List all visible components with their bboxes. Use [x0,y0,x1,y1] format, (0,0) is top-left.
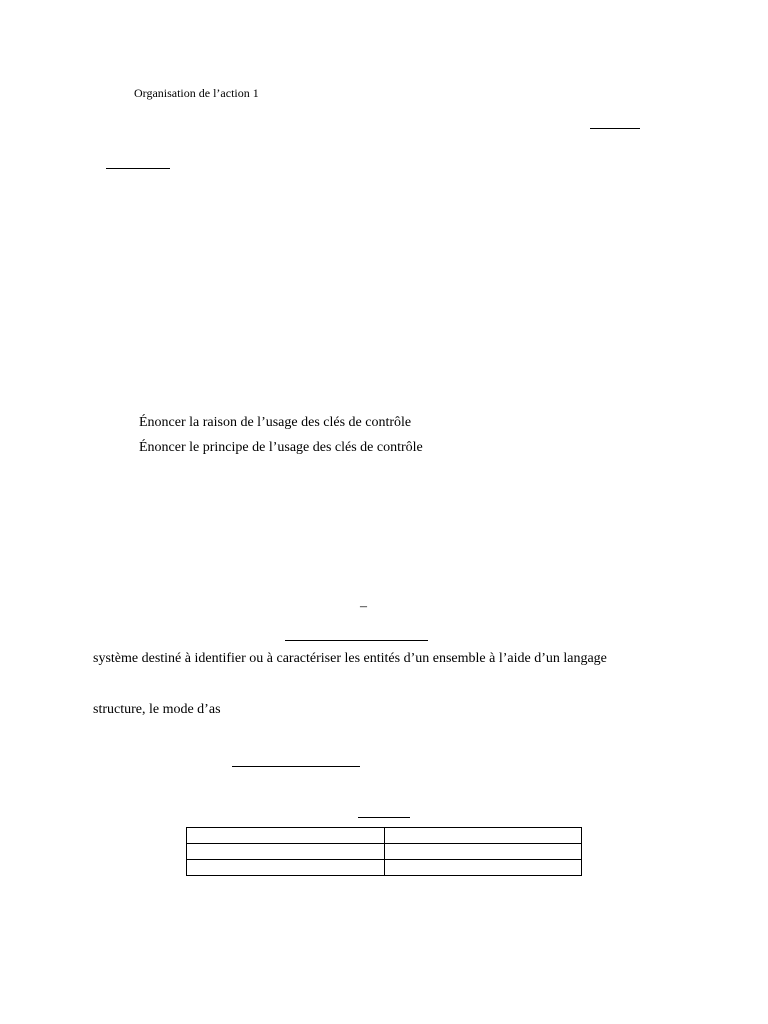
section-header: Organisation de l’action 1 [134,86,259,100]
table-cell [384,828,582,844]
table-cell [187,860,385,876]
table-row [187,828,582,844]
paragraph-line-2: structure, le mode d’as [93,702,221,717]
underline-rule-top-left [106,168,170,169]
objective-line-2: Énoncer le principe de l’usage des clés de contrôle [139,440,423,455]
table-row [187,844,582,860]
table-cell [187,844,385,860]
underline-rule-table-heading [358,817,410,818]
underline-rule-lower [232,766,360,767]
underline-rule-center [285,640,428,641]
objective-line-1: Énoncer la raison de l’usage des clés de contrôle [139,415,412,430]
empty-table [186,827,582,876]
paragraph-line-1: système destiné à identifier ou à caractériser les entités d’un ensemble à l’aide d’un langage [93,651,607,666]
table-cell [384,860,582,876]
table-cell [187,828,385,844]
table-row [187,860,582,876]
table-cell [384,844,582,860]
underline-rule-top-right [590,128,640,129]
dash-mark: – [360,599,367,614]
